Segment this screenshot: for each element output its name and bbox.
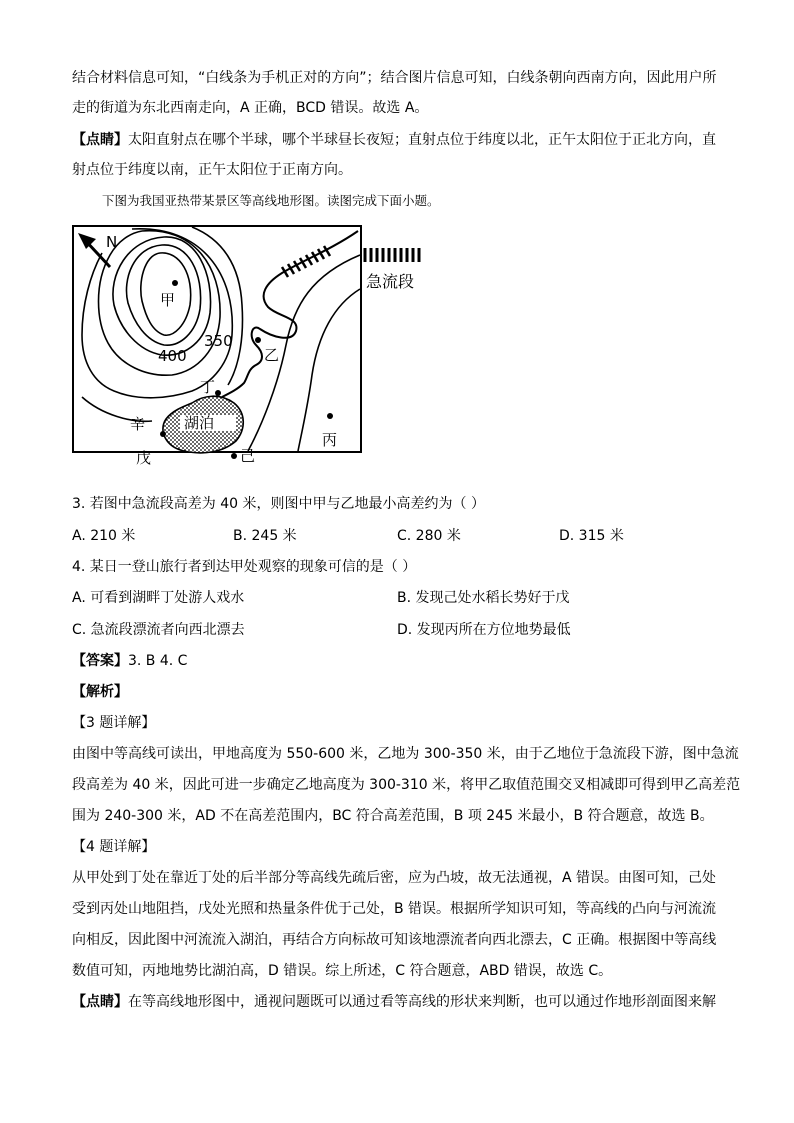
- tip-tag: 【点睛】: [72, 132, 128, 148]
- rapids-legend-icon: [362, 247, 422, 263]
- tip-text: 在等高线地形图中，通视问题既可以通过看等高线的形状来判断，也可以通过作地形剖面图来解: [128, 994, 716, 1010]
- label-bing: 丙: [322, 431, 338, 449]
- paragraph-line: 走的街道为东北西南走向，A 正确，BCD 错误。故选 A。: [72, 100, 429, 116]
- question-3-stem: 3. 若图中急流段高差为 40 米，则图中甲与乙地最小高差约为（ ）: [72, 496, 485, 512]
- q3-option-d: D. 315 米: [559, 528, 624, 544]
- answer-line: [72, 651, 187, 671]
- label-ji: 己: [240, 447, 256, 465]
- q3-option-a: A. 210 米: [72, 528, 136, 544]
- q4-option-c: C. 急流段漂流者向西北漂去: [72, 622, 245, 638]
- q3-option-c: C. 280 米: [397, 528, 461, 544]
- tip-text: 太阳直射点在哪个半球，哪个半球昼长夜短；直射点位于纬度以北，正午太阳位于正北方向，直: [128, 132, 716, 148]
- figure-caption: 下图为我国亚热带某景区等高线地形图。读图完成下面小题。: [102, 193, 440, 208]
- q4-option-a: A. 可看到湖畔丁处游人戏水: [72, 590, 245, 606]
- answer-tag: 【答案】: [72, 653, 128, 669]
- q4-detail-line: 从甲处到丁处在靠近丁处的后半部分等高线先疏后密，应为凸坡，故无法通视，A 错误。由图可知，己处: [72, 870, 717, 886]
- q4-option-b: B. 发现己处水稻长势好于戊: [397, 590, 570, 606]
- label-xin: 辛: [130, 415, 146, 433]
- north-label: N: [106, 233, 118, 251]
- label-lake: 湖泊: [184, 414, 215, 432]
- rapids-legend-label: 急流段: [366, 272, 415, 291]
- label-400: 400: [158, 347, 187, 365]
- tip-line: 射点位于纬度以南，正午太阳位于正南方向。: [72, 162, 352, 178]
- contour-map: [72, 225, 362, 467]
- label-ding: 丁: [200, 378, 216, 396]
- q3-detail-heading: 【3 题详解】: [72, 715, 156, 731]
- q3-detail-line: 段高差为 40 米，因此可进一步确定乙地高度为 300-310 米，将甲乙取值范围交叉相减即可得到甲乙高差范: [72, 777, 741, 793]
- q3-detail-line: 由图中等高线可读出，甲地高度为 550-600 米，乙地为 300-350 米，由于乙地位于急流段下游，图中急流: [72, 746, 739, 762]
- label-yi: 乙: [264, 346, 280, 364]
- label-350: 350: [204, 332, 233, 350]
- q3-option-b: B. 245 米: [233, 528, 297, 544]
- q4-detail-heading: 【4 题详解】: [72, 839, 156, 855]
- label-wu: 戊: [136, 449, 152, 467]
- label-jia: 甲: [160, 291, 176, 309]
- q3-detail-line: 围为 240-300 米，AD 不在高差范围内，BC 符合高差范围，B 项 245 米最小，B 符合题意，故选 B。: [72, 808, 714, 824]
- tip-tag: 【点睛】: [72, 994, 128, 1010]
- paragraph-line: 结合材料信息可知，“白线条为手机正对的方向”；结合图片信息可知，白线条朝向西南方向，因此用户所: [72, 70, 717, 86]
- q4-detail-line: 向相反，因此图中河流流入湖泊，再结合方向标故可知该地漂流者向西北漂去，C 正确。根据图中等高线: [72, 932, 717, 948]
- tip-line: [72, 130, 716, 150]
- tip-line: [72, 992, 716, 1012]
- q4-detail-line: 数值可知，丙地地势比湖泊高，D 错误。综上所述，C 符合题意，ABD 错误，故选 C。: [72, 963, 613, 979]
- analysis-heading: 【解析】: [72, 684, 128, 700]
- question-4-stem: 4. 某日一登山旅行者到达甲处观察的现象可信的是（ ）: [72, 559, 417, 575]
- q4-option-d: D. 发现丙所在方位地势最低: [397, 622, 571, 638]
- q4-detail-line: 受到丙处山地阻挡，戊处光照和热量条件优于己处，B 错误。根据所学知识可知，等高线的凸向与河流流: [72, 901, 717, 917]
- answer-text: 3. B 4. C: [128, 653, 188, 669]
